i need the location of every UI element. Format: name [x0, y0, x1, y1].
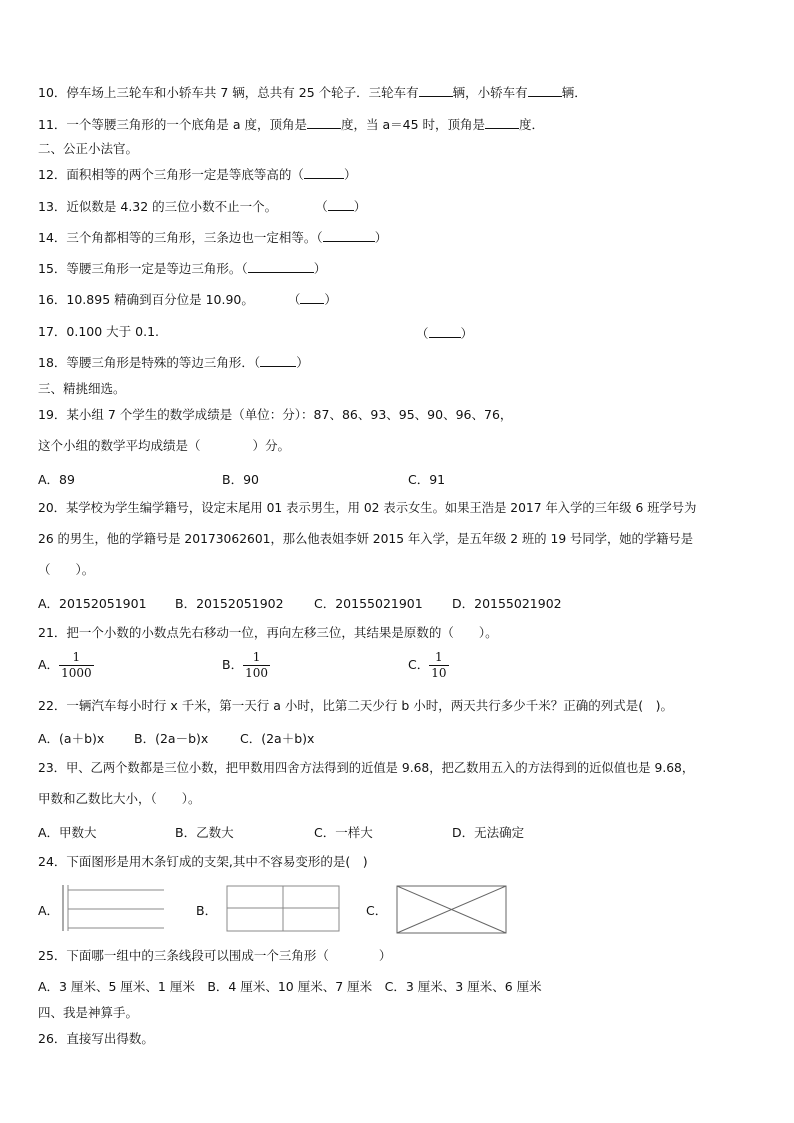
question-26: 26．直接写出得数。 — [38, 1031, 154, 1046]
q23-option-c[interactable]: C．一样大 — [314, 825, 373, 840]
denominator: 10 — [431, 666, 447, 680]
answer-blank[interactable] — [429, 326, 461, 338]
q24-option-b-label[interactable]: B． — [196, 903, 218, 918]
option-label: A． — [38, 657, 60, 672]
q10-text: 10．停车场上三轮车和小轿车共 7 辆，总共有 25 个轮子．三轮车有 — [38, 85, 419, 100]
q22-question: 22．一辆汽车每小时行 x 千米，第一天行 a 小时，比第二天少行 b 小时，两天共行多少千米？正确的列式是( )。 — [38, 698, 673, 713]
question-11 — [38, 116, 544, 133]
q23-line2: 甲数和乙数比大小，（ ）。 — [38, 791, 201, 806]
q21-option-b[interactable] — [222, 650, 270, 681]
q11-text: 度． — [519, 117, 545, 132]
denominator: 100 — [245, 666, 268, 680]
answer-blank[interactable] — [328, 199, 354, 211]
q20-line2: 26 的男生，他的学籍号是 20173062601，那么他表姐李妍 2015 年入学，是五年级 2 班的 19 号同学，她的学籍号是 — [38, 532, 694, 546]
answer-blank[interactable] — [307, 116, 341, 129]
q14-text: 14．三个角都相等的三角形，三条边也一定相等。 — [38, 230, 317, 245]
q20-option-a[interactable]: A．20152051901 — [38, 596, 147, 611]
q17-text: 17．0.100 大于 0.1. — [38, 324, 159, 339]
option-label: B． — [222, 657, 244, 672]
question-10 — [38, 84, 587, 101]
fraction — [59, 650, 94, 681]
q11-text: 11．一个等腰三角形的一个底角是 a 度，顶角是 — [38, 117, 308, 132]
answer-blank[interactable] — [485, 116, 519, 129]
q11-text: 度，当 a＝45 时，顶角是 — [341, 117, 486, 132]
question-17 — [38, 324, 159, 340]
q25-question: 25．下面哪一组中的三条线段可以围成一个三角形（ ） — [38, 948, 392, 963]
q23-line1: 23．甲、乙两个数都是三位小数，把甲数用四舍方法得到的近值是 9.68，把乙数用五入的方法得到的近似值也是 9.68， — [38, 761, 695, 775]
numerator: 1 — [72, 650, 81, 664]
question-18: 18．等腰三角形是特殊的等边三角形．（ ） — [38, 355, 309, 370]
numerator: 1 — [252, 650, 261, 664]
answer-blank[interactable] — [248, 261, 314, 273]
question-14: 14．三个角都相等的三角形，三条边也一定相等。（ ） — [38, 230, 388, 245]
q19-option-b[interactable]: B．90 — [222, 472, 259, 487]
denominator: 1000 — [61, 666, 92, 680]
question-15: 15．等腰三角形一定是等边三角形。（ ） — [38, 261, 327, 276]
q13-text: 13．近似数是 4.32 的三位小数不止一个。 — [38, 199, 278, 214]
q24-figure-c[interactable] — [396, 885, 508, 935]
q19-option-c[interactable]: C．91 — [408, 472, 446, 487]
q22-option-b[interactable]: B．(2a－b)x — [134, 731, 209, 746]
answer-blank[interactable] — [528, 84, 562, 97]
q20-line3: （ ）。 — [38, 562, 95, 577]
answer-blank[interactable] — [419, 84, 453, 97]
answer-blank[interactable] — [323, 230, 375, 242]
section-2-heading: 二、公正小法官。 — [38, 141, 139, 156]
q22-option-a[interactable]: A．(a＋b)x — [38, 731, 105, 746]
q19-option-a[interactable]: A．89 — [38, 472, 75, 487]
question-16: 16．10.895 精确到百分位是 10.90。 （ ） — [38, 292, 337, 307]
q19-line2 — [38, 438, 290, 454]
q17-answer-bracket: （ ） — [416, 326, 474, 341]
q10-text: 辆，小轿车有 — [452, 85, 528, 100]
answer-blank[interactable] — [304, 167, 344, 179]
q21-question: 21．把一个小数的小数点先右移动一位，再向左移三位，其结果是原数的（ ）。 — [38, 625, 498, 640]
section-3-heading: 三、精挑细选。 — [38, 381, 126, 396]
q24-figure-b[interactable] — [226, 885, 340, 933]
option-label: C． — [408, 657, 430, 672]
section-4-heading: 四、我是神算手。 — [38, 1005, 139, 1020]
q22-option-c[interactable]: C．(2a＋b)x — [240, 731, 315, 746]
answer-blank[interactable] — [260, 355, 296, 367]
q24-figure-a[interactable] — [62, 883, 166, 933]
q19-text: 这个小组的数学平均成绩是（ — [38, 438, 201, 453]
numerator: 1 — [435, 650, 443, 664]
q10-text: 辆． — [561, 85, 587, 100]
q25-options[interactable]: A．3 厘米、5 厘米、1 厘米 B．4 厘米、10 厘米、7 厘米 C．3 厘米、3 厘米、6 厘米 — [38, 979, 542, 994]
q23-option-d[interactable]: D．无法确定 — [452, 825, 525, 840]
q15-text: 15．等腰三角形一定是等边三角形。 — [38, 261, 242, 276]
q19-line1: 19．某小组 7 个学生的数学成绩是（单位：分）：87、86、93、95、90、96、76， — [38, 407, 513, 422]
fraction — [429, 650, 448, 681]
fraction — [243, 650, 270, 681]
q21-option-c[interactable] — [408, 650, 449, 681]
q19-text: ）分。 — [252, 438, 291, 453]
q23-option-a[interactable]: A．甲数大 — [38, 825, 97, 840]
answer-blank[interactable] — [300, 292, 324, 304]
q24-option-c-label[interactable]: C． — [366, 903, 388, 918]
q21-option-a[interactable] — [38, 650, 94, 681]
q23-option-b[interactable]: B．乙数大 — [175, 825, 234, 840]
q16-text: 16．10.895 精确到百分位是 10.90。 — [38, 292, 254, 307]
question-13: 13．近似数是 4.32 的三位小数不止一个。 （ ） — [38, 199, 367, 214]
question-12: 12．面积相等的两个三角形一定是等底等高的（ ） — [38, 167, 357, 182]
q20-line1: 20．某学校为学生编学籍号，设定末尾用 01 表示男生，用 02 表示女生。如果王浩是 2017 年入学的三年级 6 班学号为 — [38, 501, 697, 515]
q24-option-a-label[interactable]: A． — [38, 903, 60, 918]
q20-option-b[interactable]: B．20152051902 — [175, 596, 284, 611]
q24-question: 24．下面图形是用木条钉成的支架,其中不容易变形的是( ) — [38, 854, 368, 869]
q18-text: 18．等腰三角形是特殊的等边三角形． — [38, 355, 254, 370]
q12-text: 12．面积相等的两个三角形一定是等底等高的 — [38, 167, 292, 182]
q20-option-c[interactable]: C．20155021901 — [314, 596, 423, 611]
q20-option-d[interactable]: D．20155021902 — [452, 596, 562, 611]
